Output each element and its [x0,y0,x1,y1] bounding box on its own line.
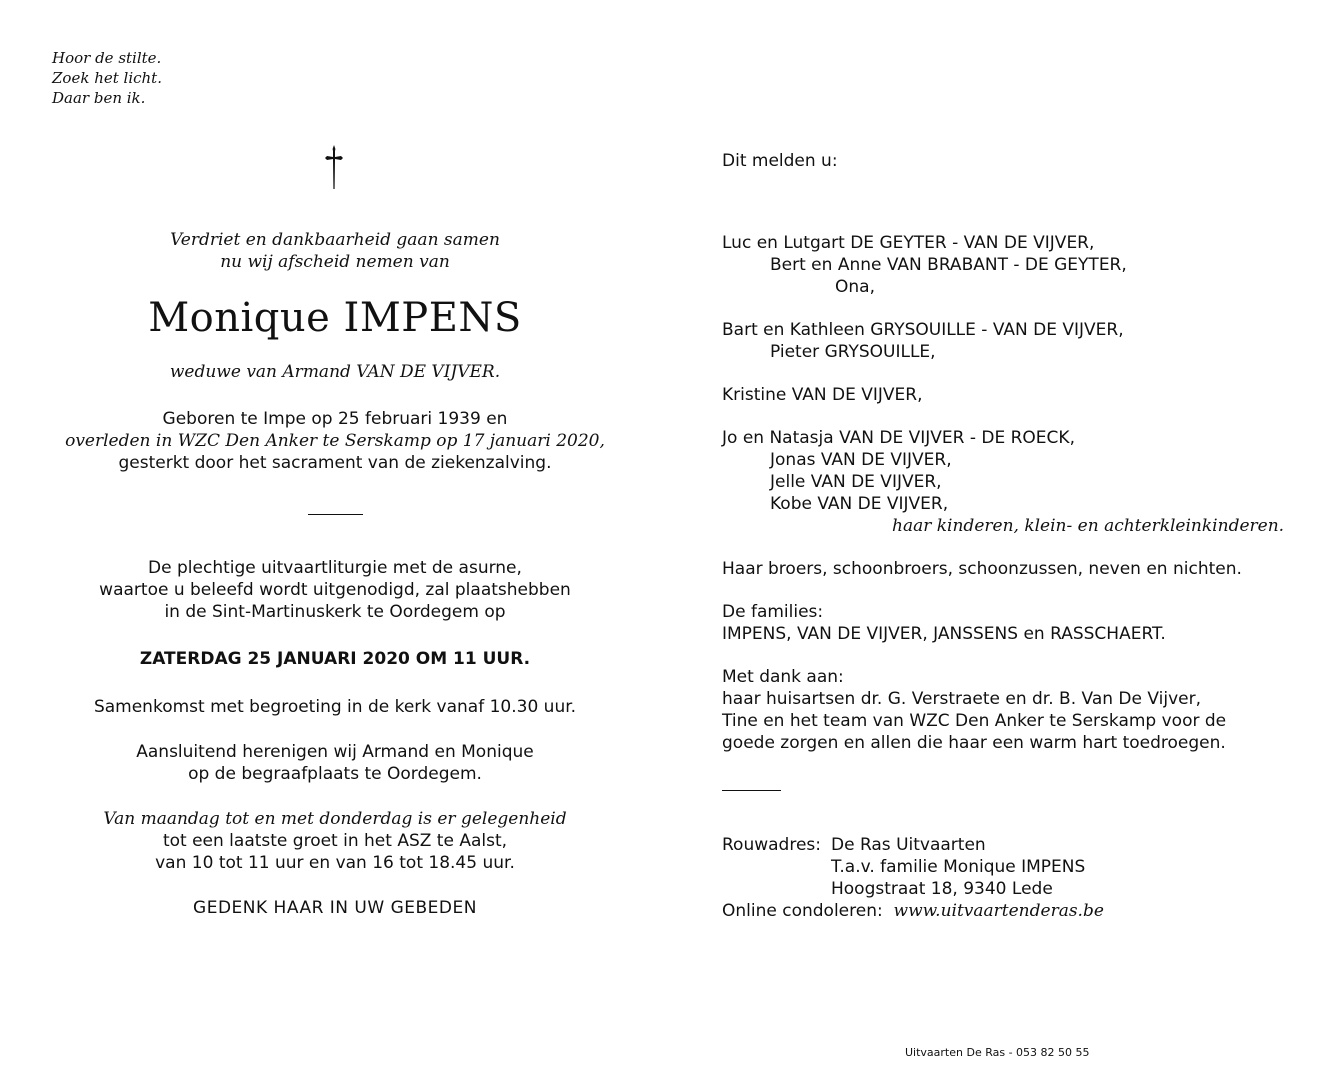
pray-text: GEDENK HAAR IN UW GEBEDEN [193,898,477,918]
family-line: Bart en Kathleen GRYSOUILLE - VAN DE VIJVER, [722,320,1124,340]
liturgy-text: De plechtige uitvaartliturgie met de asurne, waartoe u beleefd wordt uitgenodigd, zal plaatshebben in de Sint-Martinuskerk te Oordegem op [99,558,571,622]
poem [52,48,162,108]
intro-line: Verdriet en dankbaarheid gaan samen [170,230,500,250]
address-block [722,834,1104,922]
intro-line: nu wij afscheid nemen van [220,252,450,272]
family-line: Bert en Anne VAN BRABANT - DE GEYTER, [770,255,1127,275]
family-line: Jonas VAN DE VIJVER, [770,450,952,470]
address-label: Rouwadres: [722,835,821,855]
address-line: Hoogstraat 18, 9340 Lede [831,879,1053,899]
family-line: De families: [722,602,824,622]
footer-text: Uitvaarten De Ras - 053 82 50 55 [905,1046,1090,1059]
online-link[interactable]: www.uitvaartenderas.be [893,901,1104,921]
divider [722,790,781,791]
poem-line: Hoor de stilte. [52,49,162,67]
intro-text [20,229,650,273]
family-line: Luc en Lutgart DE GEYTER - VAN DE VIJVER, [722,233,1095,253]
burial-text: Aansluitend herenigen wij Armand en Monique op de begraafplaats te Oordegem. [136,742,534,784]
deceased-name: Monique IMPENS [148,295,522,341]
birth-death-text: Geboren te Impe op 25 februari 1939 en overleden in WZC Den Anker te Serskamp op 17 januari 2020, gesterkt door het sacrament van de ziekenzalving. [65,409,605,473]
thanks-line: Met dank aan: [722,667,844,687]
family-line: Pieter GRYSOUILLE, [770,342,936,362]
address-line: De Ras Uitvaarten [831,835,986,855]
meeting-text: Samenkomst met begroeting in de kerk vanaf 10.30 uur. [93,697,577,717]
family-line: Kristine VAN DE VIJVER, [722,385,923,405]
announce-text: Dit melden u: [722,151,838,171]
cross-icon [322,143,346,191]
funeral-date: ZATERDAG 25 JANUARI 2020 OM 11 UUR. [139,649,531,669]
address-line: T.a.v. familie Monique IMPENS [831,857,1086,877]
thanks-line: Tine en het team van WZC Den Anker te Serskamp voor de [722,711,1227,731]
family-line: IMPENS, VAN DE VIJVER, JANSSENS en RASSCHAERT. [722,624,1166,644]
family-line: Ona, [835,277,875,297]
poem-line: Daar ben ik. [52,89,146,107]
family-list [722,232,1284,754]
poem-line: Zoek het licht. [52,69,162,87]
thanks-line: haar huisartsen dr. G. Verstraete en dr. B. Van De Vijver, [722,689,1201,709]
family-line: Haar broers, schoonbroers, schoonzussen, neven en nichten. [722,559,1242,579]
divider [308,514,363,515]
online-label: Online condoleren: [722,901,883,921]
family-line: Kobe VAN DE VIJVER, [770,494,949,514]
children-note: haar kinderen, klein- en achterkleinkinderen. [892,516,1285,536]
family-line: Jo en Natasja VAN DE VIJVER - DE ROECK, [722,428,1075,448]
widow-text: weduwe van Armand VAN DE VIJVER. [169,362,501,382]
visit-text: Van maandag tot en met donderdag is er gelegenheid tot een laatste groet in het ASZ te Aalst, van 10 tot 11 uur en van 16 tot 18.45 uur. [103,809,567,873]
thanks-line: goede zorgen en allen die haar een warm hart toedroegen. [722,733,1226,753]
family-line: Jelle VAN DE VIJVER, [770,472,942,492]
